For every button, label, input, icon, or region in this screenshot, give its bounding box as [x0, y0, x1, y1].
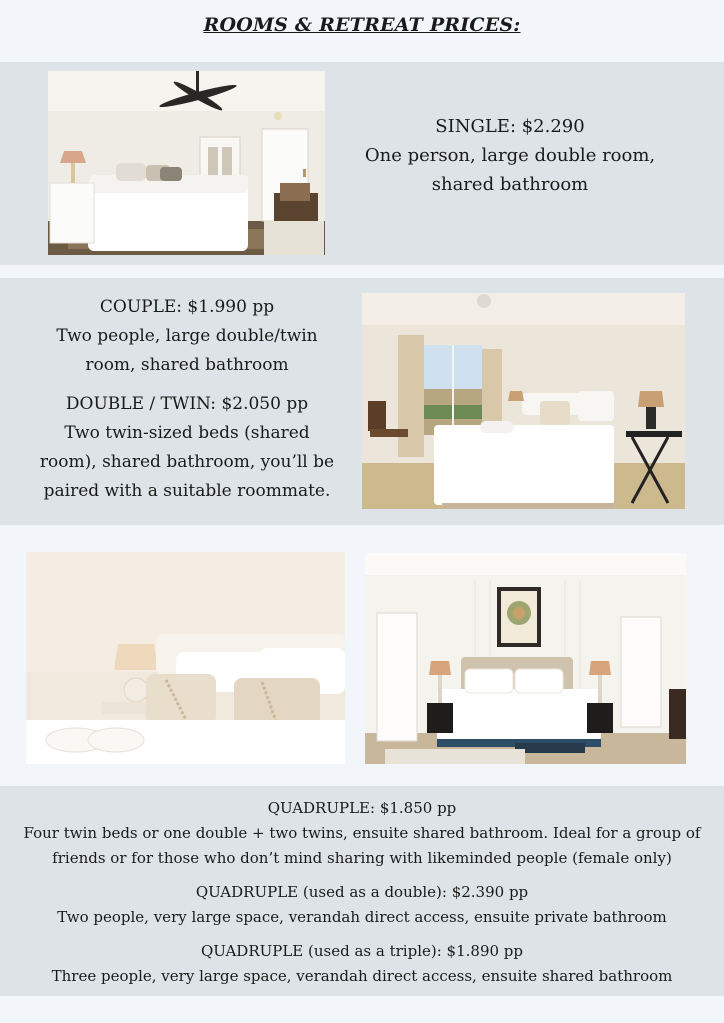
quadruple-double-price: QUADRUPLE (used as a double): $2.390 pp — [195, 883, 529, 901]
single-desc-line-1: One person, large double room, — [364, 145, 656, 166]
double-twin-desc-line-1: Two twin-sized beds (shared — [64, 423, 310, 443]
quadruple-info — [10, 796, 714, 989]
single-desc-line-2: shared bathroom — [431, 174, 589, 195]
couple-room-photo — [362, 293, 685, 509]
quadruple-price: QUADRUPLE: $1.850 pp — [267, 799, 457, 817]
quadruple-double-desc: Two people, very large space, verandah direct access, ensuite private bathroom — [57, 908, 667, 926]
quadruple-desc-line-2: friends or for those who don’t mind sharing with likeminded people (female only) — [52, 849, 672, 867]
couple-double-info — [26, 293, 348, 506]
quadruple-desc-line-1: Four twin beds or one double + two twins, ensuite shared bathroom. Ideal for a group of — [23, 824, 701, 842]
quadruple-triple-price: QUADRUPLE (used as a triple): $1.890 pp — [200, 942, 524, 960]
couple-price: COUPLE: $1.990 pp — [99, 297, 275, 317]
couple-desc-line-1: Two people, large double/twin — [56, 326, 318, 346]
single-room-photo — [48, 71, 325, 255]
quadruple-room-photo — [365, 553, 686, 764]
single-room-info — [340, 112, 680, 199]
couple-desc-line-2: room, shared bathroom — [85, 355, 289, 375]
double-twin-desc-line-2: room), shared bathroom, you’ll be — [39, 452, 335, 472]
double-twin-desc-line-3: paired with a suitable roommate. — [43, 481, 331, 501]
pillows-closeup-photo — [26, 552, 345, 764]
quadruple-triple-desc: Three people, very large space, verandah direct access, ensuite shared bathroom — [51, 967, 673, 985]
double-twin-price: DOUBLE / TWIN: $2.050 pp — [65, 394, 309, 414]
page-title: ROOMS & RETREAT PRICES: — [203, 14, 521, 36]
single-price: SINGLE: $2.290 — [435, 116, 585, 137]
